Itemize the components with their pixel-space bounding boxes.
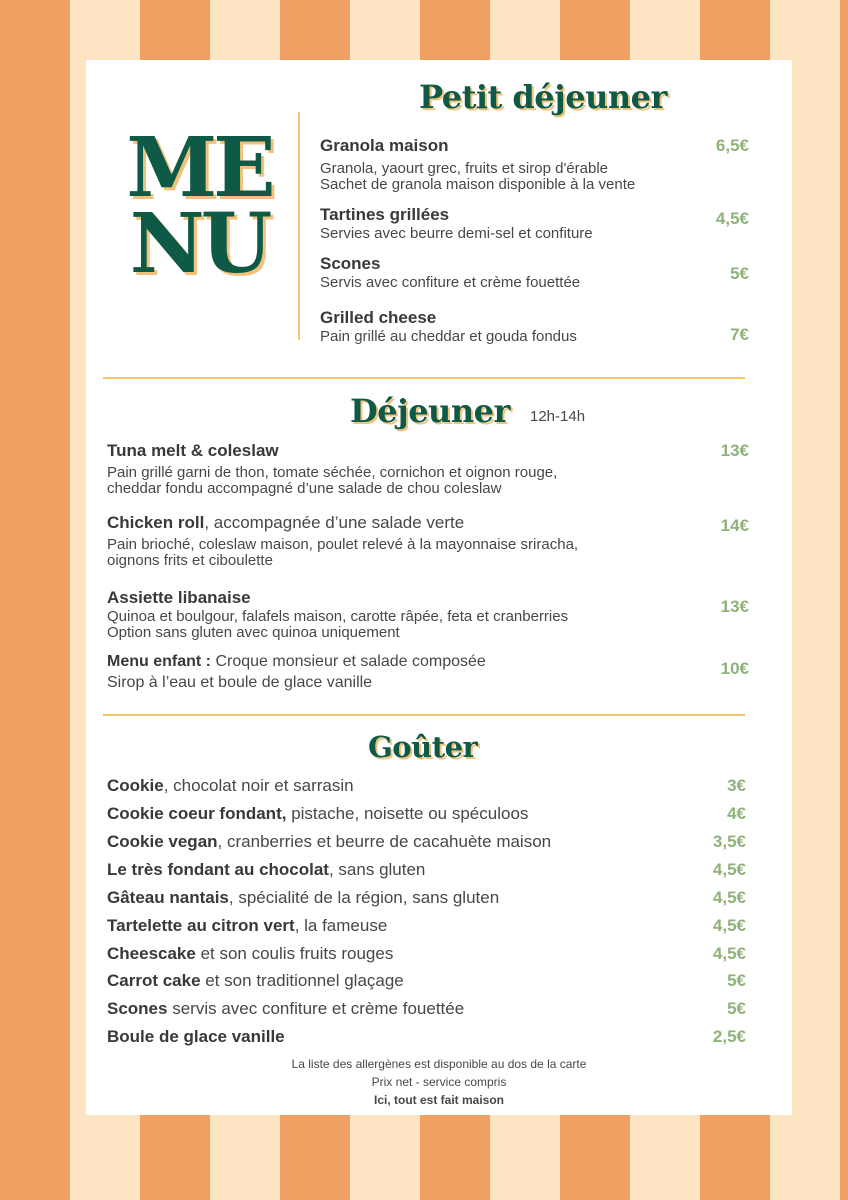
item-name: Menu enfant :: [107, 653, 211, 670]
gouter-item: [107, 971, 746, 999]
menu-item-granola: [320, 136, 750, 193]
menu-item-assiette-libanaise: [107, 588, 697, 641]
item-price: 6,5€: [715, 136, 749, 155]
item-price: 4,5€: [712, 916, 746, 935]
item-price: 3,5€: [712, 832, 746, 851]
item-price: 14€: [720, 516, 749, 535]
gouter-item: [107, 1027, 746, 1055]
item-description: Pain grillé au cheddar et gouda fondus: [320, 328, 577, 345]
item-price: 5€: [730, 264, 749, 283]
item-name: Chicken roll: [107, 513, 205, 532]
item-price: 10€: [720, 659, 749, 678]
item-name: Tartines grillées: [320, 205, 450, 224]
item-description: Sirop à l’eau et boule de glace vanille: [107, 674, 373, 691]
item-detail: et son traditionnel glaçage: [200, 971, 404, 990]
menu-item-scones: [320, 254, 750, 291]
item-name: Le très fondant au chocolat: [107, 860, 329, 879]
item-description: Pain grillé garni de thon, tomate séchée, cornichon et oignon rouge,: [107, 464, 558, 481]
item-price: 2,5€: [712, 1027, 746, 1046]
item-price: 4,5€: [712, 860, 746, 879]
menu-item-menu-enfant: [107, 653, 697, 691]
menu-wordmark: [124, 120, 274, 292]
item-name: Gâteau nantais: [107, 888, 229, 907]
item-detail: , spécialité de la région, sans gluten: [228, 888, 500, 907]
item-name-suffix: Croque monsieur et salade composée: [211, 653, 486, 670]
item-detail: , cranberries et beurre de cacahuète maison: [217, 832, 552, 851]
section-divider: [103, 714, 745, 716]
item-description: Sachet de granola maison disponible à la vente: [320, 176, 636, 193]
menu-item-tuna-melt: [107, 441, 697, 497]
item-name: Grilled cheese: [320, 308, 437, 327]
item-name: Cookie coeur fondant,: [107, 804, 287, 823]
item-price: 13€: [720, 441, 749, 460]
item-name: Tuna melt & coleslaw: [107, 441, 279, 460]
gouter-item: [107, 776, 746, 804]
item-name-suffix: , accompagnée d’une salade verte: [204, 513, 465, 532]
menu-wordmark-line2: NU: [129, 196, 269, 292]
item-price: 4,5€: [715, 209, 749, 228]
menu-item-chicken-roll: [107, 513, 697, 569]
gouter-item: [107, 804, 746, 832]
item-description: Quinoa et boulgour, falafels maison, carotte râpée, feta et cranberries: [107, 608, 569, 625]
item-price: 4,5€: [712, 888, 746, 907]
item-description: cheddar fondu accompagné d’une salade de chou coleslaw: [107, 480, 502, 497]
item-price: 4€: [727, 804, 746, 823]
footer-price-note: Prix net - service compris: [371, 1075, 507, 1089]
item-detail: , la fameuse: [294, 916, 388, 935]
item-description: Pain brioché, coleslaw maison, poulet relevé à la mayonnaise sriracha,: [107, 536, 579, 553]
dejeuner-hours: 12h-14h: [530, 408, 586, 425]
item-detail: , chocolat noir et sarrasin: [163, 776, 354, 795]
item-name: Cookie: [107, 776, 164, 795]
item-detail: servis avec confiture et crème fouettée: [167, 999, 465, 1018]
item-description: Servies avec beurre demi-sel et confiture: [320, 225, 593, 242]
section-title-dejeuner: Déjeuner: [350, 392, 510, 430]
item-name: Assiette libanaise: [107, 588, 251, 607]
item-price: 13€: [720, 597, 749, 616]
gouter-item: [107, 916, 746, 944]
item-name: Carrot cake: [107, 971, 201, 990]
footer-allergens: La liste des allergènes est disponible au dos de la carte: [291, 1057, 587, 1071]
menu-card: [86, 60, 792, 1115]
item-name: Tartelette au citron vert: [107, 916, 295, 935]
item-name: Granola maison: [320, 136, 449, 155]
gouter-item: [107, 999, 746, 1027]
item-name: Scones: [320, 254, 381, 273]
section-title-gouter: Goûter: [368, 730, 478, 764]
item-description: Servis avec confiture et crème fouettée: [320, 274, 581, 291]
item-description: Granola, yaourt grec, fruits et sirop d'érable: [320, 160, 609, 177]
gouter-item: [107, 832, 746, 860]
gouter-item: [107, 860, 746, 888]
vertical-divider: [298, 112, 300, 340]
item-detail: et son coulis fruits rouges: [195, 944, 394, 963]
item-name: Boule de glace vanille: [107, 1027, 285, 1046]
item-name: Cheescake: [107, 944, 196, 963]
section-title-petit-dejeuner: Petit déjeuner: [419, 78, 667, 116]
item-price: 4,5€: [712, 944, 746, 963]
section-divider: [103, 377, 745, 379]
item-description: Option sans gluten avec quinoa uniquement: [107, 624, 400, 641]
item-detail: pistache, noisette ou spéculoos: [286, 804, 529, 823]
item-name: Scones: [107, 999, 168, 1018]
item-price: 5€: [727, 971, 746, 990]
gouter-item: [107, 888, 746, 916]
footer-homemade: Ici, tout est fait maison: [373, 1093, 505, 1107]
menu-item-grilled-cheese: [320, 308, 750, 345]
item-name: Cookie vegan: [107, 832, 218, 851]
menu-item-tartines: [320, 205, 750, 242]
item-price: 5€: [727, 999, 746, 1018]
gouter-item: [107, 944, 746, 972]
item-price: 3€: [727, 776, 746, 795]
item-price: 7€: [730, 325, 749, 344]
item-description: oignons frits et ciboulette: [107, 552, 273, 569]
item-detail: , sans gluten: [328, 860, 426, 879]
menu-wordmark-line1: ME: [126, 120, 272, 216]
